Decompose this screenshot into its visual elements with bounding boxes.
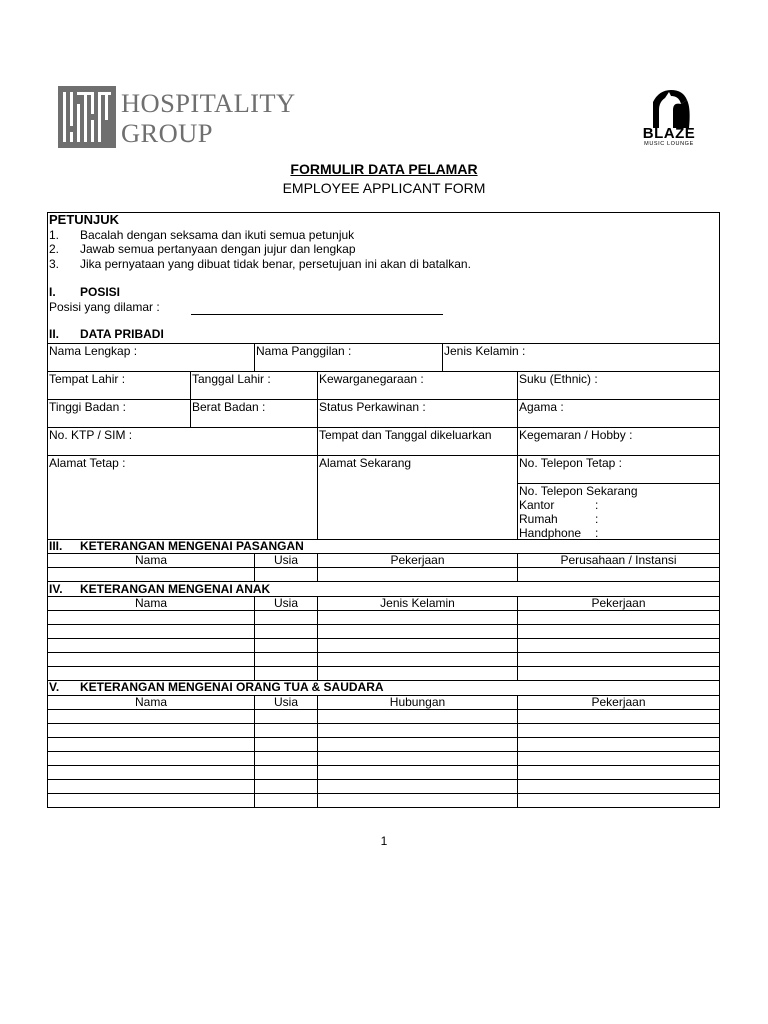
column-header: Perusahaan / Instansi [560,553,677,567]
column-header: Pekerjaan [591,596,646,610]
religion-label: Agama : [519,400,564,414]
column-header: Usia [273,596,298,610]
column-header: Usia [273,695,298,709]
column-header: Jenis Kelamin [380,596,455,610]
home-phone-label: Rumah [519,512,558,526]
ethnic-label: Suku (Ethnic) : [519,372,598,386]
column-header: Nama [134,553,167,567]
column-header: Pekerjaan [390,553,445,567]
blaze-logo-mark-icon [643,88,695,128]
hospitality-group-logo-text: HOSPITALITY GROUP [121,88,296,148]
applicant-form: PETUNJUK 1. Bacalah dengan seksama dan ikuti semua petunjuk 2. Jawab semua pertanyaan dengan jujur dan lengkap 3. Jika pernyataan yang dibuat tidak benar, persetujuan ini akan di batalkan. I. POSISI Posisi yang dilamar : II. DATA PRIBADI Nama Lengkap : Nama Panggilan : Jenis Kelamin : Tempat Lahir : Tanggal Lahir : Kewarganegaraan : Suku (Ethnic) : Tinggi Badan : Berat Badan : Status Perkawinan : Agama : No. KTP / SIM : Tempat dan Tanggal dikeluarkan Kegemaran / Hobby : Alamat Tetap : Alamat Sekarang No. Telepon Tetap : No. Telepon Sekarang Kantor : Rumah : Handphone : III. KETERANGAN MENGENAI PASANGAN Nama Usia Pekerjaan Perusahaan / Instansi IV. KETERANGAN MENGENAI ANAK Nama Usia Jenis Kelamin Pekerjaan V. KETERANGAN MENGENAI ORANG TUA & SAUDARA Nama Usia Hubungan Pekerjaan [47,212,720,808]
blaze-logo-subtitle: MUSIC LOUNGE [644,141,694,147]
current-address-label: Alamat Sekarang [319,456,412,470]
instructions-heading: PETUNJUK [49,212,120,227]
blaze-logo [634,88,704,152]
page-number: 1 [380,834,388,848]
gender-label: Jenis Kelamin : [444,344,526,358]
handphone-colon: : [595,526,599,540]
current-phone-label: No. Telepon Sekarang [519,484,638,498]
office-phone-label: Kantor [519,498,555,512]
column-header: Nama [134,596,167,610]
blaze-logo-name: BLAZE [642,125,696,142]
form-title: FORMULIR DATA PELAMAR [290,161,478,177]
marital-status-label: Status Perkawinan : [319,400,426,414]
column-header: Hubungan [389,695,446,709]
nationality-label: Kewarganegaraan : [319,372,424,386]
office-phone-colon: : [595,498,599,512]
id-issued-label: Tempat dan Tanggal dikeluarkan [319,428,492,442]
hobby-label: Kegemaran / Hobby : [519,428,633,442]
id-number-label: No. KTP / SIM : [49,428,133,442]
permanent-phone-label: No. Telepon Tetap : [519,456,622,470]
height-label: Tinggi Badan : [49,400,126,414]
position-label: Posisi yang dilamar : [49,300,160,314]
birth-date-label: Tanggal Lahir : [192,372,271,386]
hospitality-group-logo-mark-icon [58,86,116,148]
column-header: Nama [134,695,167,709]
column-header: Pekerjaan [591,695,646,709]
full-name-label: Nama Lengkap : [49,344,138,358]
weight-label: Berat Badan : [192,400,266,414]
home-phone-colon: : [595,512,599,526]
hospitality-group-logo [58,86,310,152]
permanent-address-label: Alamat Tetap : [49,456,126,470]
position-input-line[interactable] [191,314,443,315]
nickname-label: Nama Panggilan : [256,344,352,358]
form-subtitle: EMPLOYEE APPLICANT FORM [282,180,486,196]
column-header: Usia [273,553,298,567]
handphone-label: Handphone [519,526,582,540]
birth-place-label: Tempat Lahir : [49,372,126,386]
